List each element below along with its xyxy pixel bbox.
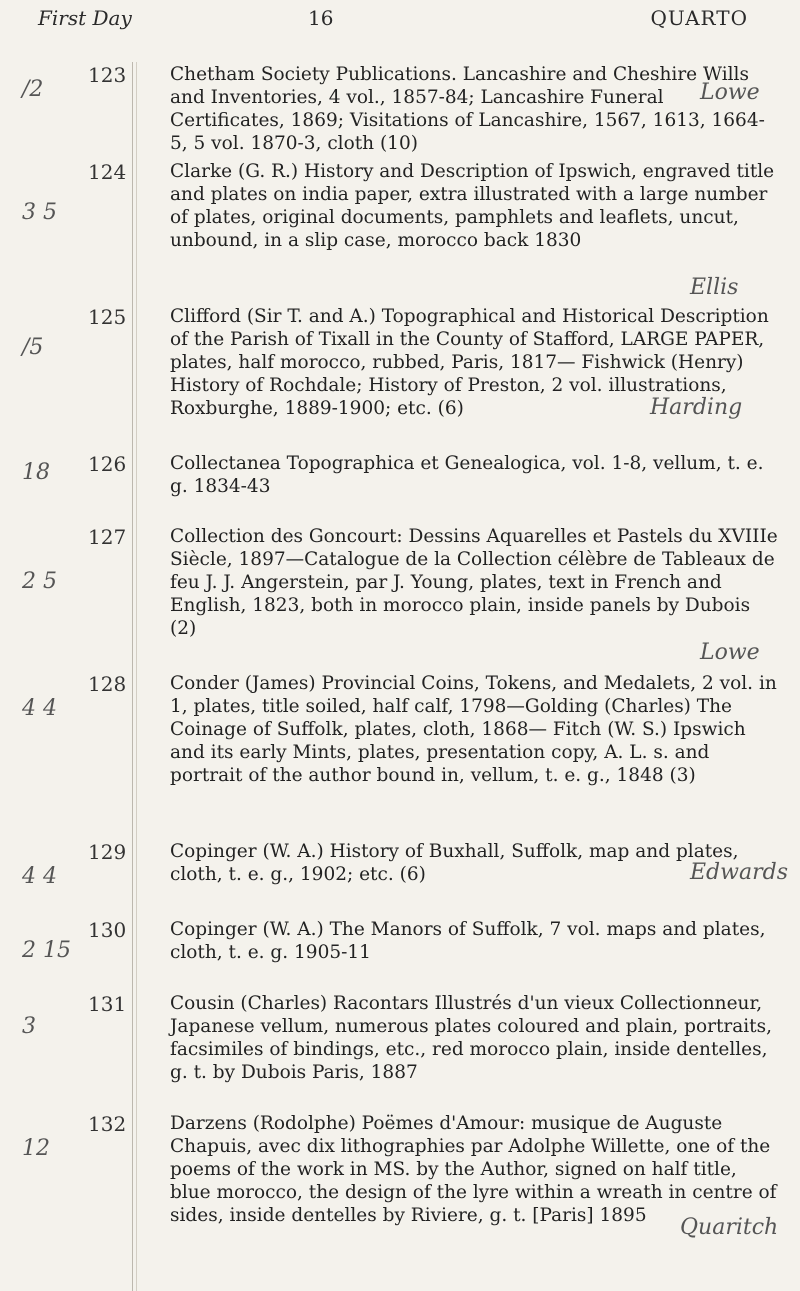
margin-price-note: 2 15 bbox=[22, 938, 71, 963]
handwritten-buyer-note: Ellis bbox=[690, 275, 739, 300]
lot-number: 123 bbox=[88, 63, 127, 87]
lot-number: 128 bbox=[88, 672, 127, 696]
lot-description: Collectanea Topographica et Genealogica, vol. 1-8, vellum, t. e. g. 1834-43 bbox=[170, 453, 764, 497]
page-header bbox=[38, 0, 768, 40]
lot-number: 125 bbox=[88, 305, 127, 329]
lot-description: Clifford (Sir T. and A.) Topographical and Historical Description of the Parish of Tixall in the County of Stafford, LARGE PAPER, plates, half morocco, rubbed, Paris, 1817— Fishwick (Henry) History of Rochdale; History of Preston, 2 vol. illustrations, Roxburghe, 1889-1900; etc. (6) bbox=[170, 306, 769, 419]
lot-number: 129 bbox=[88, 840, 127, 864]
margin-price-note: 3 5 bbox=[22, 200, 57, 225]
margin-price-note: 18 bbox=[22, 460, 50, 485]
header-page-number: 16 bbox=[308, 6, 334, 30]
margin-price-note: 4 4 bbox=[22, 864, 57, 889]
header-format: QUARTO bbox=[650, 6, 748, 30]
margin-price-note: 3 bbox=[22, 1014, 36, 1039]
handwritten-buyer-note: Harding bbox=[650, 395, 743, 420]
margin-price-note: 2 5 bbox=[22, 569, 57, 594]
margin-price-note: /2 bbox=[22, 77, 44, 102]
handwritten-buyer-note: Lowe bbox=[700, 80, 760, 105]
margin-price-note: /5 bbox=[22, 335, 44, 360]
lot-number: 132 bbox=[88, 1112, 127, 1136]
lot-number: 126 bbox=[88, 452, 127, 476]
header-day: First Day bbox=[38, 6, 132, 30]
lot-description: Cousin (Charles) Racontars Illustrés d'un vieux Collectionneur, Japanese vellum, numerous plates coloured and plain, portraits, facsimiles of bindings, etc., red morocco plain, inside dentelles, g. t. by Dubois Paris, 1887 bbox=[170, 993, 772, 1083]
lot-description: Conder (James) Provincial Coins, Tokens, and Medalets, 2 vol. in 1, plates, title soiled, half calf, 1798—Golding (Charles) The Coinage of Suffolk, plates, cloth, 1868— Fitch (W. S.) Ipswich and its early Mints, plates, presentation copy, A. L. s. and portrait of the author bound in, vellum, t. e. g., 1848 (3) bbox=[170, 673, 777, 786]
margin-rule-secondary bbox=[136, 62, 137, 1291]
margin-rule bbox=[132, 62, 133, 1291]
margin-price-note: 4 4 bbox=[22, 696, 57, 721]
lot-description: Chetham Society Publications. Lancashire and Cheshire Wills and Inventories, 4 vol., 1857-84; Lancashire Funeral Certificates, 1869; Visitations of Lancashire, 1567, 1613, 1664-5, 5 vol. 1870-3, cloth (10) bbox=[170, 64, 765, 154]
lot-description: Clarke (G. R.) History and Description of Ipswich, engraved title and plates on india paper, extra illustrated with a large number of plates, original documents, pamphlets and leaflets, uncut, unbound, in a slip case, morocco back 1830 bbox=[170, 161, 775, 251]
handwritten-buyer-note: Quaritch bbox=[680, 1215, 779, 1240]
lot-number: 127 bbox=[88, 525, 127, 549]
margin-price-note: 12 bbox=[22, 1136, 50, 1161]
lot-description: Collection des Goncourt: Dessins Aquarelles et Pastels du XVIIIe Siècle, 1897—Catalogue de la Collection célèbre de Tableaux de feu J. J. Angerstein, par J. Young, plates, text in French and English, 1823, both in morocco plain, inside panels by Dubois (2) bbox=[170, 526, 778, 639]
lot-number: 130 bbox=[88, 918, 127, 942]
lot-number: 131 bbox=[88, 992, 127, 1016]
handwritten-buyer-note: Lowe bbox=[700, 640, 760, 665]
lot-number: 124 bbox=[88, 160, 127, 184]
lot-description: Darzens (Rodolphe) Poëmes d'Amour: musique de Auguste Chapuis, avec dix lithographies par Adolphe Willette, one of the poems of the work in MS. by the Author, signed on half title, blue morocco, the design of the lyre within a wreath in centre of sides, inside dentelles by Riviere, g. t. [Paris] 1895 bbox=[170, 1113, 777, 1226]
lot-description: Copinger (W. A.) History of Buxhall, Suffolk, map and plates, cloth, t. e. g., 1902; etc. (6) bbox=[170, 841, 739, 885]
lot-description: Copinger (W. A.) The Manors of Suffolk, 7 vol. maps and plates, cloth, t. e. g. 1905-11 bbox=[170, 919, 766, 963]
handwritten-buyer-note: Edwards bbox=[690, 860, 788, 885]
